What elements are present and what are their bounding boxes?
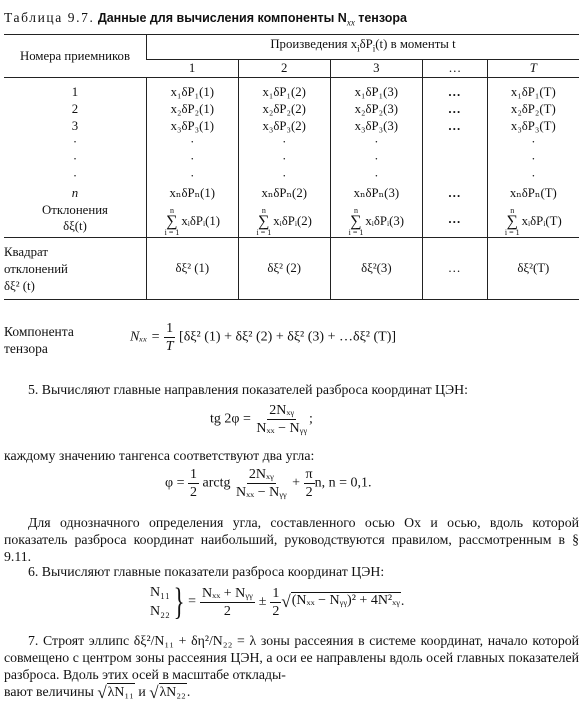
- square-cell: δξ²(T): [487, 237, 579, 299]
- sum-lower: i = 1: [164, 227, 180, 237]
- sum-cell-ellipsis: …: [447, 211, 462, 226]
- last-start: вают величины: [4, 684, 94, 700]
- formula-den: T: [165, 339, 174, 354]
- table-cell: ·: [531, 135, 536, 150]
- data-table: [4, 34, 579, 300]
- table-cell: ·: [374, 135, 379, 150]
- table-cell: x₃δP₃(2): [262, 118, 306, 133]
- group-header-text: Произведения x: [270, 37, 358, 52]
- caption-title-end: тензора: [358, 11, 407, 25]
- table-cell: ·: [531, 168, 536, 183]
- n-num: Nₓₓ + Nᵧᵧ: [202, 585, 253, 601]
- tg-end: ;: [309, 411, 313, 427]
- table-cell: ·: [531, 152, 536, 167]
- sum-upper: n: [169, 205, 174, 215]
- col-header-ellipsis: …: [422, 59, 487, 77]
- sum-value: xᵢδPᵢ(3): [365, 214, 405, 229]
- sum-upper: n: [510, 205, 515, 215]
- n-formula: [150, 583, 404, 621]
- table-cell: x₃δP₃(T): [510, 118, 556, 133]
- n-eq: =: [188, 594, 197, 609]
- row-label: ·: [72, 152, 78, 167]
- step5-text2: каждому значению тангенса соответствуют два угла:: [4, 448, 315, 463]
- caption-title-sub: xx: [346, 17, 355, 28]
- table-cell: ·: [282, 152, 287, 167]
- step7-text: 7. Строят эллипс δξ²/N₁₁ + δη²/N₂₂ = λ зоны рассеяния в системе координат, начало которой совмещено с центром зоны рассеяния ЦЭН, а оси ее направлены вдоль осей главных показателей разброса. Вдоль этих осей в масштабе отклады-: [4, 633, 579, 682]
- row-label: n: [71, 185, 79, 200]
- table-cell: xₙδPₙ(3): [353, 185, 400, 200]
- n22-label: N₂₂: [150, 604, 170, 619]
- table-cell: x₂δP₂(3): [354, 101, 399, 116]
- sum-cell-3: n ∑ i = 1 xᵢδPᵢ(3): [348, 205, 405, 237]
- table-cell: ·: [374, 168, 379, 183]
- tg-formula: [210, 402, 313, 437]
- phi-half-den: 2: [189, 485, 197, 500]
- table-cell: …: [447, 101, 462, 116]
- row-header-text: Номера приемников: [19, 48, 130, 63]
- table-cell: x₁δP₁(3): [354, 85, 399, 99]
- caption-title: Данные для вычисления компоненты N: [97, 11, 347, 25]
- column-3: [330, 78, 422, 238]
- table-cell: x₁δP₁(2): [262, 85, 306, 99]
- phi-end: n, n = 0,1.: [314, 475, 372, 491]
- column-2: [238, 78, 330, 238]
- sqrt-body: (Nₓₓ − Nᵧᵧ)² + 4N²ₓᵧ: [291, 593, 400, 608]
- n-half-num: 1: [272, 585, 280, 601]
- sqrt-n11: √ λN₁₁: [97, 683, 134, 702]
- column-1: [146, 78, 238, 238]
- deviation-label: Отклонения: [42, 202, 108, 217]
- table-cell: x₃δP₃(1): [170, 118, 214, 133]
- step7-last-line: [4, 683, 190, 703]
- square-cell: δξ² (2): [238, 237, 330, 299]
- n-half-den: 2: [272, 603, 280, 619]
- group-header-rest: δP: [359, 37, 373, 52]
- table-cell: x₂δP₂(T): [510, 101, 556, 116]
- table-cell: x₃δP₃(3): [354, 118, 399, 133]
- sqrt-n22: √ λN₂₂: [149, 683, 186, 702]
- square-cell: δξ² (1): [146, 237, 238, 299]
- sum-upper: n: [354, 205, 358, 215]
- column-ellipsis: [422, 78, 487, 238]
- square-symbol: δξ² (t): [4, 278, 35, 293]
- table-cell: ·: [282, 168, 287, 183]
- group-header-tail: (t) в моменты t: [375, 37, 456, 52]
- formula-lhs: Nₓₓ =: [130, 329, 161, 345]
- phi-num: 2Nₓᵧ: [248, 467, 274, 482]
- col-header-1: 1: [146, 59, 238, 77]
- deviation-symbol: δξ(t): [63, 218, 87, 233]
- table-cell: …: [447, 118, 462, 133]
- table-cell: ·: [190, 168, 195, 183]
- table-cell: ·: [282, 135, 287, 150]
- right-brace-icon: }: [173, 581, 185, 623]
- row-label: ·: [72, 168, 78, 183]
- table-cell: xₙδPₙ(1): [169, 185, 216, 200]
- table-cell: xₙδPₙ(T): [509, 185, 557, 200]
- sum-cell-T: n ∑ i = 1 xᵢδPᵢ(T): [504, 205, 562, 237]
- sum-cell-1: n ∑ i = 1 xᵢδPᵢ(1): [164, 205, 220, 237]
- column-T: [487, 78, 579, 238]
- table-cell: ·: [190, 135, 195, 150]
- sum-value: xᵢδPᵢ(T): [521, 214, 562, 229]
- tg-den: Nₓₓ − Nᵧᵧ: [256, 421, 308, 436]
- sqrt-n22-body: λN₂₂: [159, 684, 186, 699]
- table-caption: [4, 10, 407, 28]
- phi-den: Nₓₓ − Nᵧᵧ: [235, 485, 287, 500]
- last-end: .: [186, 684, 191, 700]
- sum-lower: i = 1: [256, 227, 272, 237]
- n-den: 2: [223, 603, 231, 619]
- phi-plus: +: [292, 475, 301, 491]
- sum-lower: i = 1: [348, 227, 364, 237]
- sum-cell-2: n ∑ i = 1 xᵢδPᵢ(2): [256, 205, 312, 237]
- row-header: [4, 35, 146, 78]
- table-cell: xₙδPₙ(2): [261, 185, 307, 200]
- component-formula: [130, 320, 396, 355]
- sqrt-expression: √ (Nₓₓ − Nᵧᵧ)² + 4N²ₓᵧ: [281, 592, 400, 611]
- table-cell: [423, 134, 487, 151]
- table-cell: x₁δP₁(T): [510, 85, 556, 99]
- step5-text: 5. Вычисляют главные направления показателей разброса координат ЦЭН:: [28, 382, 468, 397]
- table-cell: [423, 151, 487, 168]
- row-label: 3: [71, 118, 79, 133]
- phi-pi-num: π: [305, 467, 313, 482]
- caption-label: Таблица 9.7.: [4, 10, 95, 25]
- table-cell: [423, 168, 487, 185]
- formula-num: 1: [166, 321, 174, 336]
- row-label: 1: [71, 85, 79, 99]
- table-cell: ·: [374, 152, 379, 167]
- table-cell: x₂δP₂(1): [170, 101, 214, 116]
- sum-value: xᵢδPᵢ(1): [181, 214, 220, 229]
- group-header: Произведения $x_i\delta P_i(t)$ в моменты t: [146, 35, 579, 60]
- phi-lhs: φ =: [165, 475, 185, 491]
- square-label: Квадрат отклонений: [4, 244, 68, 276]
- col-header-3: 3: [330, 59, 422, 77]
- tg-lhs: tg 2φ =: [210, 411, 251, 427]
- component-label: Компонента тензора: [4, 324, 74, 356]
- step5-paragraph: Для однозначного определения угла, составленного осью Ox и осью, вдоль которой показатель разброса координат наибольший, руководствуются правилом, рассмотренным в § 9.11.: [4, 515, 579, 564]
- table-cell: …: [447, 185, 462, 200]
- n-pm: ±: [258, 594, 267, 609]
- last-and: и: [138, 684, 146, 700]
- table-cell: x₁δP₁(1): [170, 85, 214, 99]
- row-labels: [4, 78, 146, 238]
- formula-rhs: [δξ² (1) + δξ² (2) + δξ² (3) + …δξ² (T)]: [179, 329, 397, 345]
- n11-label: N₁₁: [150, 585, 170, 600]
- phi-formula: [165, 466, 372, 501]
- phi-pi-den: 2: [305, 485, 313, 500]
- col-header-T: T: [487, 59, 579, 77]
- sum-lower: i = 1: [504, 227, 520, 237]
- table-cell: ·: [190, 152, 195, 167]
- phi-arctg: arctg: [202, 475, 231, 491]
- sum-value: xᵢδPᵢ(2): [273, 214, 312, 229]
- step6-text: 6. Вычисляют главные показатели разброса координат ЦЭН:: [28, 564, 385, 579]
- sqrt-n11-body: λN₁₁: [107, 684, 134, 699]
- tg-num: 2Nₓᵧ: [269, 403, 295, 418]
- phi-half-num: 1: [189, 467, 197, 482]
- table-cell: x₂δP₂(2): [262, 101, 306, 116]
- square-cell: δξ²(3): [330, 237, 422, 299]
- col-header-2: 2: [238, 59, 330, 77]
- square-row-label: [4, 237, 146, 299]
- square-cell: …: [422, 237, 487, 299]
- row-label: 2: [71, 101, 79, 116]
- n-end: .: [400, 594, 405, 609]
- sum-upper: n: [261, 205, 266, 215]
- table-cell: …: [447, 85, 462, 99]
- row-label: ·: [72, 135, 78, 150]
